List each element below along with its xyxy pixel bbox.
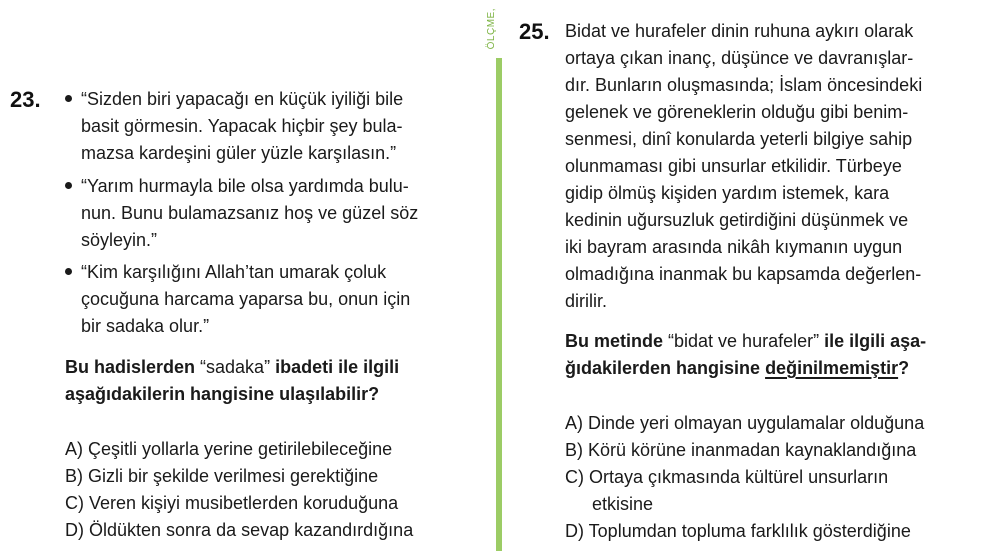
- q25-question-bold-b: ile ilgili aşa-: [824, 331, 927, 351]
- q23-option-b[interactable]: B) Gizli bir şekilde verilmesi gerektiğine: [65, 466, 379, 486]
- q25-option-b[interactable]: B) Körü körüne inanmadan kaynaklandığına: [565, 440, 917, 460]
- q23-hadis2-line2: nun. Bunu bulamazsanız hoş ve güzel söz: [81, 203, 419, 223]
- q23-hadis3-line2: çocuğuna harcama yaparsa bu, onun için: [81, 289, 411, 309]
- q25-paragraph-line4: gelenek ve göreneklerin olduğu gibi benim-: [565, 102, 909, 122]
- q25-question-keyword: değinilmemiştir: [765, 358, 899, 378]
- question-25-number: 25.: [519, 19, 550, 44]
- q25-question-line2: [565, 355, 909, 382]
- bullet-icon: [65, 95, 72, 102]
- q25-paragraph-line1: Bidat ve hurafeler dinin ruhuna aykırı olarak: [565, 21, 914, 41]
- q23-option-d[interactable]: D) Öldükten sonra da sevap kazandırdığına: [65, 520, 414, 540]
- column-divider: [496, 58, 502, 551]
- q23-question-bold-a: Bu hadislerden: [65, 357, 196, 377]
- q23-question-bold-b: ibadeti ile ilgili: [275, 357, 400, 377]
- q23-hadis1-line3: mazsa kardeşini güler yüzle karşılasın.”: [81, 143, 397, 163]
- q25-option-a[interactable]: A) Dinde yeri olmayan uygulamalar olduğuna: [565, 413, 925, 433]
- q25-question-quote: “bidat ve hurafeler”: [663, 331, 825, 351]
- q25-paragraph-line5: senmesi, dinî konularda yeterli bilgiye sahip: [565, 129, 913, 149]
- q23-option-c[interactable]: C) Veren kişiyi musibetlerden koruduğuna: [65, 493, 399, 513]
- q25-paragraph-line6: olunmaması gibi unsurlar etkilidir. Türbeye: [565, 156, 902, 176]
- q25-question-line1: [565, 328, 926, 355]
- q23-hadis1-line2: basit görmesin. Yapacak hiçbir şey bula-: [81, 116, 403, 136]
- q23-hadis2-line3: söyleyin.”: [81, 230, 158, 250]
- q25-paragraph-line11: dirilir.: [565, 291, 608, 311]
- q25-paragraph-line7: gidip ölmüş kişiden yardım istemek, kara: [565, 183, 890, 203]
- q25-paragraph-line3: dır. Bunların oluşmasında; İslam öncesindeki: [565, 75, 923, 95]
- bullet-icon: [65, 182, 72, 189]
- q23-hadis1-line1: “Sizden biri yapacağı en küçük iyiliği bile: [81, 89, 404, 109]
- bullet-icon: [65, 268, 72, 275]
- q23-question-quote: “sadaka”: [195, 357, 276, 377]
- q25-question-mark: ?: [898, 358, 910, 378]
- q23-hadis3-line3: bir sadaka olur.”: [81, 316, 210, 336]
- q25-paragraph-line2: ortaya çıkan inanç, düşünce ve davranışlar-: [565, 48, 914, 68]
- q25-paragraph-line9: iki bayram arasında nikâh kıymanın uygun: [565, 237, 903, 257]
- q23-question-line1: [65, 354, 399, 381]
- q23-hadis3-line1: “Kim karşılığını Allah’tan umarak çoluk: [81, 262, 387, 282]
- q23-hadis2-line1: “Yarım hurmayla bile olsa yardımda bulu-: [81, 176, 409, 196]
- q25-option-c-continued[interactable]: etkisine: [592, 494, 654, 514]
- q25-paragraph-line8: kedinin uğursuzluk getirdiğini düşünmek ve: [565, 210, 909, 230]
- q23-option-a[interactable]: A) Çeşitli yollarla yerine getirilebileceğine: [65, 439, 393, 459]
- side-label: ÖLÇME,: [486, 8, 497, 50]
- q25-paragraph-line10: olmadığına inanmak bu kapsamda değerlen-: [565, 264, 922, 284]
- question-23-number: 23.: [10, 87, 41, 112]
- q25-option-c[interactable]: C) Ortaya çıkmasında kültürel unsurların: [565, 467, 889, 487]
- q25-question-text: ğıdakilerden hangisine: [565, 358, 766, 378]
- q25-question-bold-a: Bu metinde: [565, 331, 664, 351]
- q23-question-line2: aşağıdakilerin hangisine ulaşılabilir?: [65, 384, 380, 404]
- q25-option-d[interactable]: D) Toplumdan topluma farklılık gösterdiğine: [565, 521, 911, 541]
